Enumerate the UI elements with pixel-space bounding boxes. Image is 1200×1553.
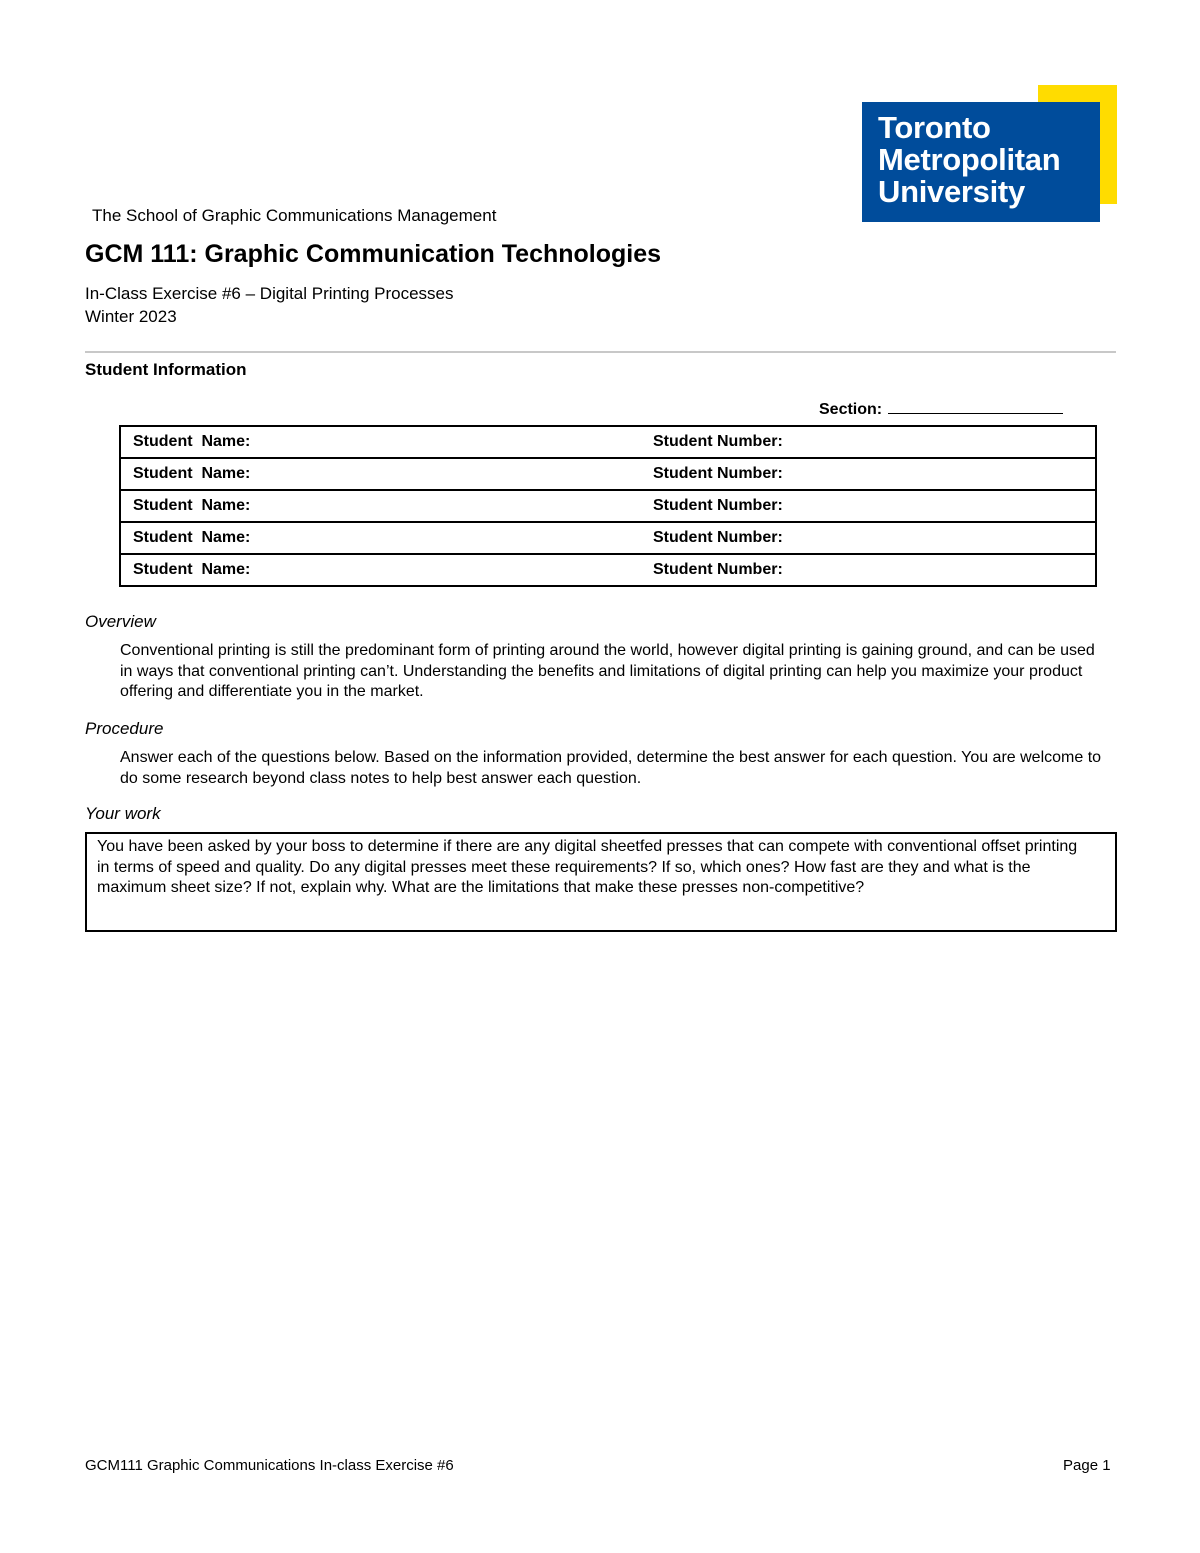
table-row: [120, 522, 1096, 554]
question-text: You have been asked by your boss to determine if there are any digital sheetfed presses that can compete with conventional offset printing in terms of speed and quality. Do any digital presses meet these requirements? If so, which ones? How fast are they and what is the maximum sheet size? If not, explain why. What are the limitations that make these presses non-competitive?: [97, 838, 1078, 896]
student-table: [119, 425, 1097, 587]
course-title: GCM 111: Graphic Communication Technologies: [85, 240, 662, 268]
student-info-heading: Student Information: [85, 360, 247, 379]
student-number-cell[interactable]: Student Number:: [641, 458, 1096, 490]
student-name-cell[interactable]: Student Name:: [120, 458, 641, 490]
student-name-cell[interactable]: Student Name:: [120, 490, 641, 522]
student-number-cell[interactable]: Student Number:: [641, 522, 1096, 554]
page-number: Page 1: [1063, 1457, 1111, 1474]
logo-line-3: University: [878, 174, 1025, 209]
student-name-cell[interactable]: Student Name:: [120, 522, 641, 554]
overview-text: Conventional printing is still the predominant form of printing around the world, however digital printing is gaining ground, and can be used in ways that conventional printing can’t. Understanding the benefits and limitations of digital printing can help you maximize your product offering and differentiate you in the market.: [120, 642, 1095, 700]
procedure-heading: Procedure: [85, 719, 164, 738]
section-field[interactable]: [819, 399, 1063, 419]
logo-line-1: Toronto: [878, 110, 991, 145]
table-row: [120, 426, 1096, 458]
school-name: The School of Graphic Communications Management: [92, 206, 497, 225]
exercise-title: In-Class Exercise #6 – Digital Printing Processes: [85, 284, 454, 303]
student-number-cell[interactable]: Student Number:: [641, 426, 1096, 458]
footer-left: GCM111 Graphic Communications In-class Exercise #6: [85, 1457, 454, 1474]
logo-blue-block: [862, 102, 1100, 222]
student-number-cell[interactable]: Student Number:: [641, 490, 1096, 522]
question-box: [85, 832, 1117, 932]
term: Winter 2023: [85, 307, 177, 326]
section-label: Section:: [819, 401, 883, 418]
student-name-cell[interactable]: Student Name:: [120, 426, 641, 458]
student-number-cell[interactable]: Student Number:: [641, 554, 1096, 586]
section-blank[interactable]: [888, 399, 1063, 414]
header-divider: [85, 351, 1116, 353]
table-row: [120, 490, 1096, 522]
logo-line-2: Metropolitan: [878, 142, 1061, 177]
table-row: [120, 554, 1096, 586]
student-name-cell[interactable]: Student Name:: [120, 554, 641, 586]
table-row: [120, 458, 1096, 490]
overview-heading: Overview: [85, 612, 156, 631]
your-work-heading: Your work: [85, 804, 161, 823]
procedure-text: Answer each of the questions below. Based on the information provided, determine the best answer for each question. You are welcome to do some research beyond class notes to help best answer each question.: [120, 749, 1102, 787]
university-logo: [862, 85, 1117, 222]
